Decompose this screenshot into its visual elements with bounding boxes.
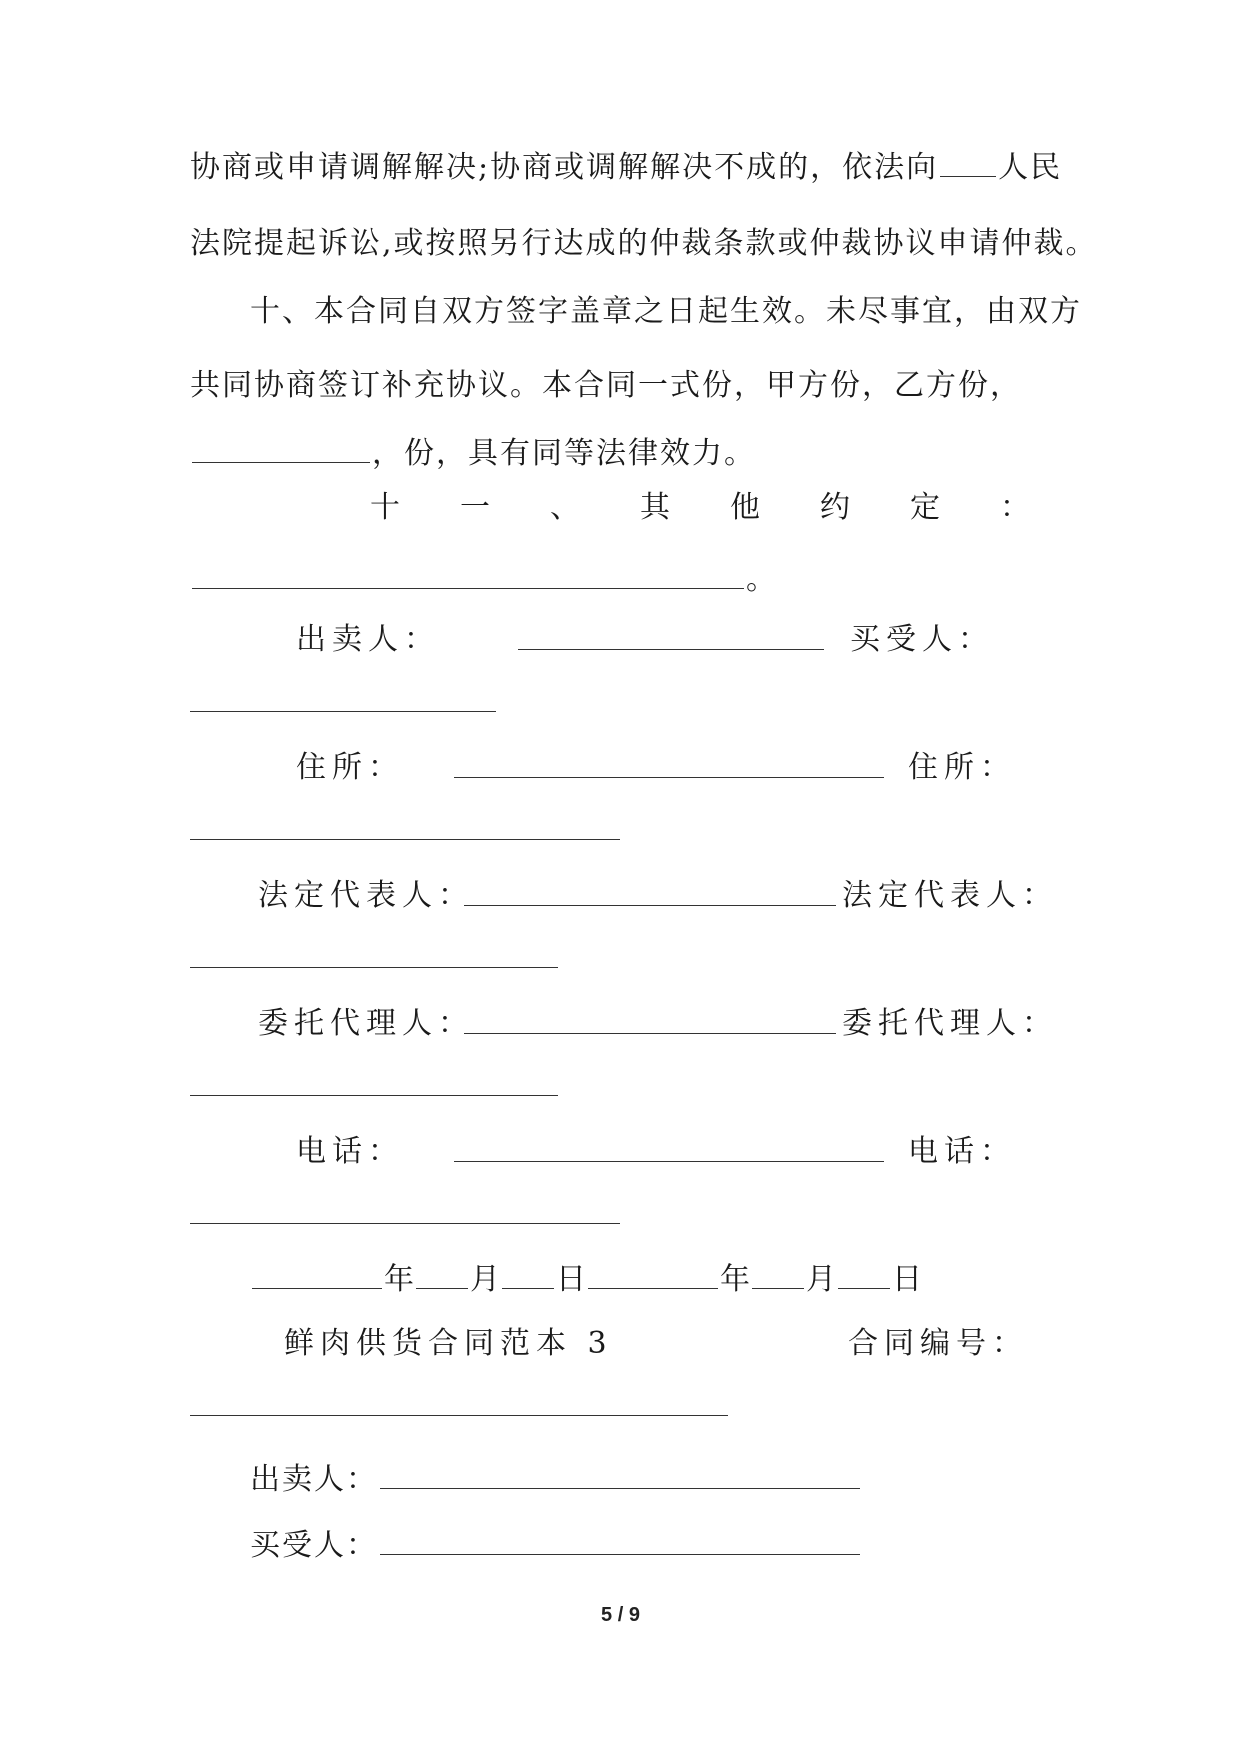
page-number: 5 / 9	[601, 1604, 640, 1626]
buyer-blank	[190, 710, 496, 712]
buyer-label: 买受人：	[850, 622, 994, 657]
address-right-blank	[190, 838, 620, 840]
copies-blank	[192, 432, 370, 463]
address-left-blank	[454, 776, 884, 778]
agent-right-blank	[190, 1094, 558, 1096]
clause10-line3: ，份，具有同等法律效力。	[190, 432, 1090, 476]
phone-right-label: 电话：	[908, 1134, 1016, 1169]
year-label: 年	[384, 1262, 414, 1297]
legal-left-blank	[464, 904, 836, 906]
contract-number-label: 合同编号：	[848, 1326, 1028, 1361]
phone-left-label: 电话：	[296, 1134, 404, 1169]
legal-right-blank	[190, 966, 558, 968]
phone-right-blank	[190, 1222, 620, 1224]
day-label: 日	[556, 1262, 586, 1297]
seller-label: 出卖人：	[296, 622, 440, 657]
month-label: 月	[470, 1262, 500, 1297]
contract3-seller-line: 出卖人：	[250, 1458, 1150, 1502]
legal-right-label: 法定代表人：	[842, 878, 1058, 913]
clause11-heading: 十 一 、 其 他 约 定 ：	[370, 490, 1030, 525]
contract3-buyer-line: 买受人：	[250, 1524, 1150, 1568]
clause11-line2: 。	[190, 558, 1090, 602]
contract-number-blank	[190, 1414, 728, 1416]
phone-left-blank	[454, 1160, 884, 1162]
agent-left-label: 委托代理人：	[258, 1006, 474, 1041]
other-terms-blank	[192, 558, 744, 589]
year-label-2: 年	[720, 1262, 750, 1297]
contract3-buyer-blank	[380, 1524, 860, 1555]
clause10-line1: 十、本合同自双方签字盖章之日起生效。未尽事宜，由双方	[250, 294, 1082, 329]
month-label-2: 月	[806, 1262, 836, 1297]
seller-blank	[518, 648, 824, 650]
date-line	[250, 1258, 1150, 1302]
agent-right-label: 委托代理人：	[842, 1006, 1058, 1041]
address-right-label: 住所：	[908, 750, 1016, 785]
day-label-2: 日	[892, 1262, 922, 1297]
contract3-seller-blank	[380, 1458, 860, 1489]
agent-left-blank	[464, 1032, 836, 1034]
clause9-line1: 协商或申请调解解决;协商或调解解决不成的，依法向 人民	[190, 146, 1090, 190]
court-blank	[940, 146, 996, 177]
clause10-line2: 共同协商签订补充协议。本合同一式份，甲方份，乙方份，	[190, 368, 1022, 403]
legal-left-label: 法定代表人：	[258, 878, 474, 913]
address-left-label: 住所：	[296, 750, 404, 785]
contract3-title: 鲜肉供货合同范本 3	[284, 1326, 613, 1361]
clause9-line2: 法院提起诉讼,或按照另行达成的仲裁条款或仲裁协议申请仲裁。	[190, 226, 1098, 261]
